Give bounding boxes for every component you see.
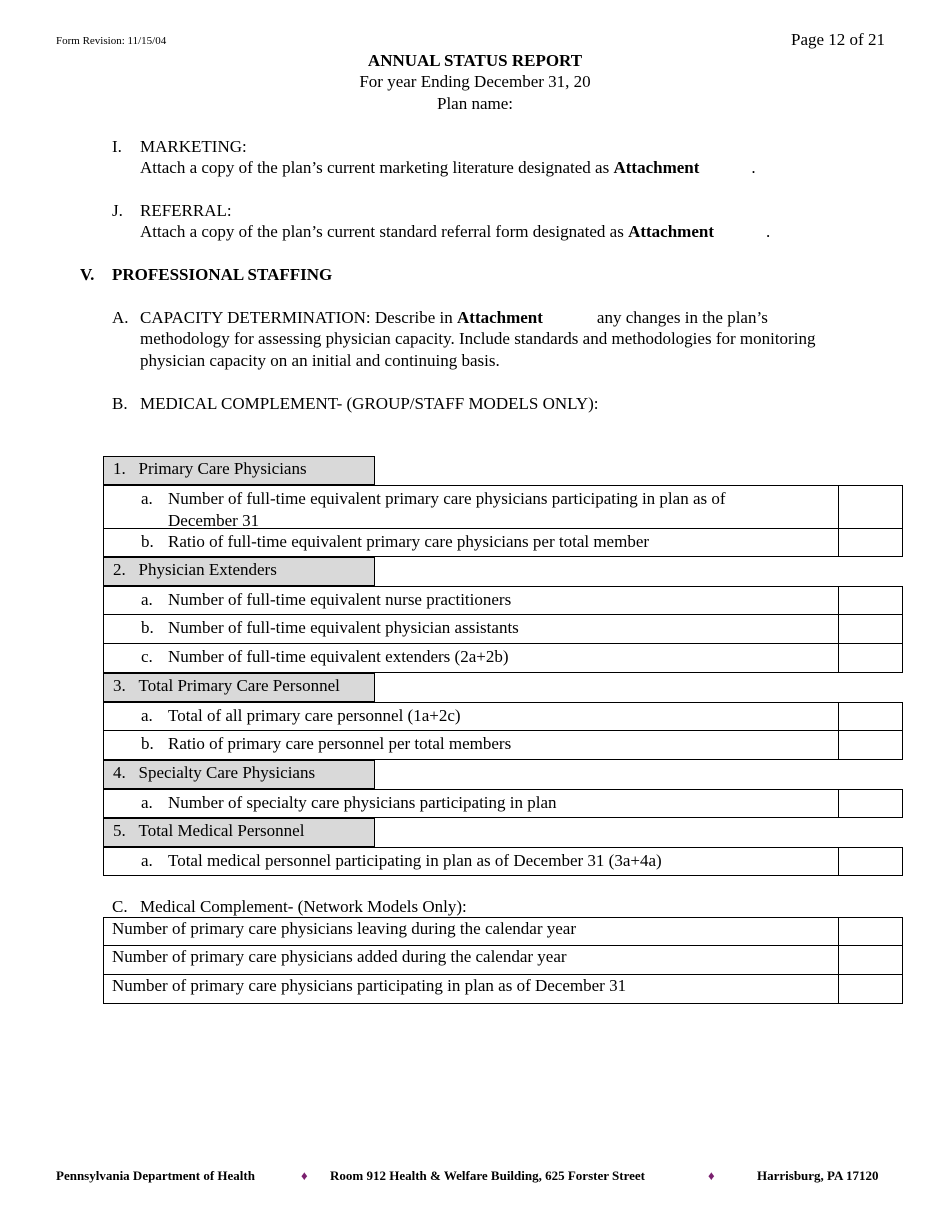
group-header: 1. Primary Care Physicians [103, 456, 903, 485]
table-row: b. Ratio of full-time equivalent primary care physicians per total member [103, 529, 903, 557]
section-i-letter: I. [112, 137, 122, 156]
table-row: c. Number of full-time equivalent extenders (2a+2b) [103, 644, 903, 673]
table-row: a. Total of all primary care personnel (1a+2c) [103, 702, 903, 731]
page-number: Page 12 of 21 [791, 30, 885, 49]
table-row: b. Number of full-time equivalent physician assistants [103, 615, 903, 644]
footer-department: Pennsylvania Department of Health [56, 1168, 255, 1183]
value-cell[interactable] [838, 975, 902, 1003]
value-cell[interactable] [838, 790, 902, 817]
group-header: 5. Total Medical Personnel [103, 818, 903, 847]
item-c-text: Medical Complement- (Network Models Only): [140, 897, 467, 916]
value-cell[interactable] [838, 529, 902, 556]
section-j-letter: J. [112, 201, 123, 220]
table-row: a. Number of specialty care physicians participating in plan [103, 789, 903, 818]
section-i-text: Attach a copy of the plan’s current marketing literature designated as Attachment . [140, 158, 756, 177]
table-row: a. Number of full-time equivalent nurse practitioners [103, 586, 903, 615]
section-j-text: Attach a copy of the plan’s current standard referral form designated as Attachment . [140, 222, 771, 241]
section-i-heading: MARKETING: [140, 137, 247, 156]
medical-complement-table [103, 456, 903, 876]
item-a-line1: CAPACITY DETERMINATION: Describe in Attachment any changes in the plan’s [140, 308, 768, 327]
value-cell[interactable] [838, 946, 902, 974]
report-title: ANNUAL STATUS REPORT [367, 51, 583, 70]
item-b-letter: B. [112, 394, 128, 413]
diamond-icon: ♦ [301, 1168, 308, 1183]
footer-city: Harrisburg, PA 17120 [757, 1168, 879, 1183]
item-a-letter: A. [112, 308, 129, 327]
value-cell[interactable] [838, 615, 902, 643]
table-row: Number of primary care physicians leaving during the calendar year [103, 917, 903, 946]
table-row: Number of primary care physicians participating in plan as of December 31 [103, 975, 903, 1004]
item-a-line3: physician capacity on an initial and continuing basis. [140, 351, 500, 370]
plan-name: Plan name: [436, 94, 513, 113]
item-c-letter: C. [112, 897, 128, 916]
year-line: For year Ending December 31, 20 [359, 72, 591, 91]
form-revision: Form Revision: 11/15/04 [56, 35, 167, 47]
network-models-table [103, 917, 903, 1004]
value-cell[interactable] [838, 486, 902, 528]
value-cell[interactable] [838, 918, 902, 945]
section-v-number: V. [80, 265, 95, 284]
value-cell[interactable] [838, 848, 902, 875]
table-row: a. Number of full-time equivalent primary care physicians participating in plan as of December 31 [103, 485, 903, 529]
value-cell[interactable] [838, 703, 902, 730]
diamond-icon: ♦ [708, 1168, 715, 1183]
table-row: Number of primary care physicians added during the calendar year [103, 946, 903, 975]
item-a-line2: methodology for assessing physician capacity. Include standards and methodologies for monitoring [140, 329, 816, 348]
table-row: a. Total medical personnel participating in plan as of December 31 (3a+4a) [103, 847, 903, 876]
group-header: 4. Specialty Care Physicians [103, 760, 903, 789]
group-header: 3. Total Primary Care Personnel [103, 673, 903, 702]
value-cell[interactable] [838, 731, 902, 759]
section-v-heading: PROFESSIONAL STAFFING [112, 265, 333, 284]
table-row: b. Ratio of primary care personnel per total members [103, 731, 903, 760]
value-cell[interactable] [838, 644, 902, 672]
footer-address: Room 912 Health & Welfare Building, 625 Forster Street [330, 1168, 645, 1183]
section-j-heading: REFERRAL: [140, 201, 232, 220]
item-b-text: MEDICAL COMPLEMENT- (GROUP/STAFF MODELS ONLY): [140, 394, 599, 413]
group-header: 2. Physician Extenders [103, 557, 903, 586]
value-cell[interactable] [838, 587, 902, 614]
